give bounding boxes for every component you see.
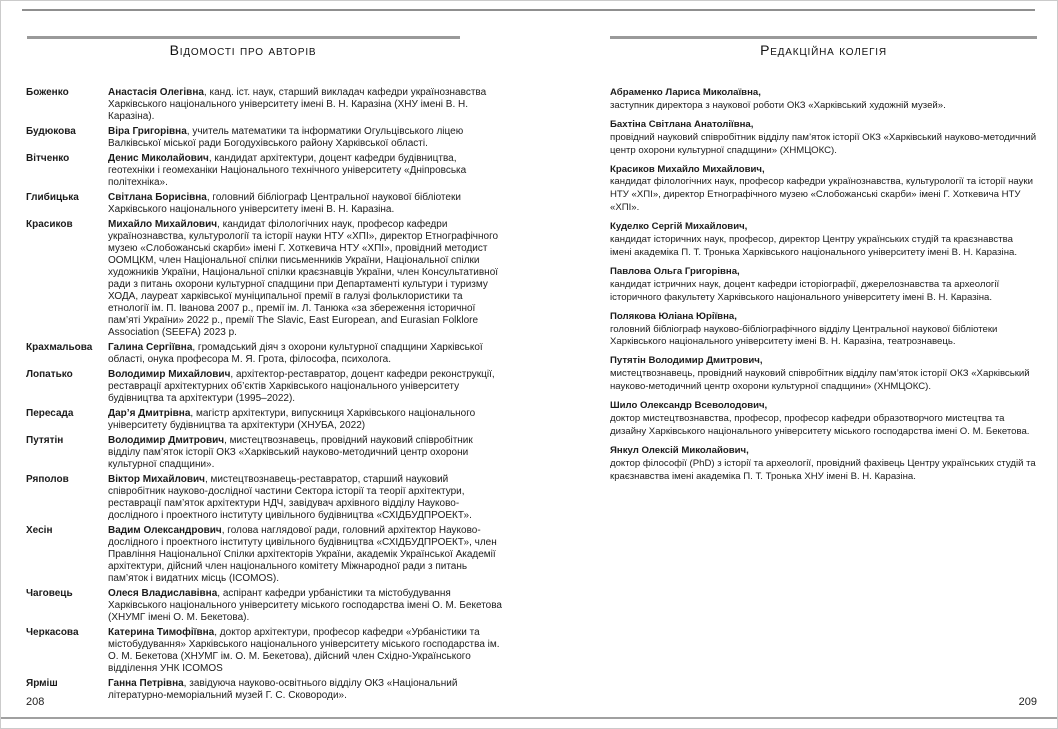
author-description xyxy=(108,678,506,702)
member-description: головний бібліограф науково-бібліографічного відділу Центральної наукової бібліотеки Харківського національного університету імені В. Н. Каразіна, театрознавець. xyxy=(610,323,998,348)
author-entry xyxy=(26,678,506,702)
member-name: Красиков Михайло Михайлович, xyxy=(610,163,765,175)
author-details: , мистецтвознавець, провідний науковий співробітник відділу пам’яток історії ОКЗ «Харківський науково-методичний центр охорони культурної спадщини». xyxy=(108,435,473,470)
editorial-page-title: Редакційна колегія xyxy=(760,42,887,58)
author-given-name: Віра Григорівна xyxy=(108,126,187,137)
page-number-left: 208 xyxy=(26,696,45,708)
author-entry xyxy=(26,588,506,624)
author-given-name: Світлана Борисівна xyxy=(108,192,207,203)
member-description: кандидат істричних наук, доцент кафедри історіографії, джерелознавства та археології історичного факультету Харківського національного університету імені В. Н. Каразіна. xyxy=(610,278,1000,303)
author-surname: Чаговець xyxy=(26,588,73,599)
author-description xyxy=(108,219,506,339)
author-description xyxy=(108,408,506,432)
member-description: провідний науковий співробітник відділу пам’яток історії ОКЗ «Харківський науково-методичний центр охорони культурної спадщини» (ХНМЦОКС). xyxy=(610,131,1037,156)
editorial-member xyxy=(610,355,1037,394)
author-description xyxy=(108,474,506,522)
author-details: , учитель математики та інформатики Огульцівського ліцею Валківської міської ради Богодухівського району Харківської області. xyxy=(108,126,464,149)
author-given-name: Ганна Петрівна xyxy=(108,678,184,689)
member-name: Янкул Олексій Миколайович, xyxy=(610,444,749,456)
author-description xyxy=(108,192,506,216)
author-details: , канд. іст. наук, старший викладач кафедри українознавства Харківського національного університету імені В. Н. Каразіна (ХНУ імені В. Н. Каразіна). xyxy=(108,87,487,122)
author-description xyxy=(108,627,506,675)
page-editorial-board xyxy=(605,1,1037,729)
editorial-member xyxy=(610,87,1037,113)
member-name: Бахтіна Світлана Анатоліївна, xyxy=(610,118,754,130)
author-entry xyxy=(26,87,506,123)
editorial-member xyxy=(610,311,1037,350)
header-rule-left xyxy=(27,36,460,39)
author-details: , доктор архітектури, професор кафедри «Урбаністики та містобудування» Харківського національного університету міського господарства ім. О. М. Бекетова (ХНУМГ ім. О. М. Бекетова), дійсний член Східно-Українського відділення УНК ICOMOS xyxy=(108,627,500,674)
author-entry xyxy=(26,525,506,585)
author-surname: Вітченко xyxy=(26,153,70,164)
author-description xyxy=(108,435,506,471)
authors-page-title: Відомості про авторів xyxy=(169,42,317,58)
author-description xyxy=(108,588,506,624)
member-name: Путятін Володимир Дмитрович, xyxy=(610,355,763,367)
author-surname: Хесін xyxy=(26,525,53,536)
author-given-name: Анастасія Олегівна xyxy=(108,87,204,98)
author-entry xyxy=(26,474,506,522)
author-description xyxy=(108,87,506,123)
author-given-name: Вадим Олександрович xyxy=(108,525,222,536)
editorial-member xyxy=(610,119,1037,158)
author-surname: Крахмальова xyxy=(26,342,93,353)
author-details: , завідуюча науково-освітнього відділу ОКЗ «Національний літературно-меморіальний музей Г. С. Сковороди». xyxy=(108,678,458,701)
member-name: Абраменко Лариса Миколаївна, xyxy=(610,87,761,98)
author-entry xyxy=(26,435,506,471)
author-description xyxy=(108,369,506,405)
member-name: Полякова Юліана Юріївна, xyxy=(610,310,737,322)
author-entry xyxy=(26,153,506,189)
author-entry xyxy=(26,126,506,150)
author-entry xyxy=(26,408,506,432)
author-details: , громадський діяч з охорони культурної спадщини Харківської області, онука професора М. Я. Грота, філософа, психолога. xyxy=(108,342,483,365)
author-details: , головний бібліограф Центральної наукової бібліотеки Харківського національного університету імені В. Н. Каразіна. xyxy=(108,192,461,215)
page-number-right: 209 xyxy=(1018,696,1037,708)
author-details: , магістр архітектури, випускниця Харківського національного університету будівництва та архітектури (ХНУБА, 2022) xyxy=(108,408,476,431)
author-given-name: Михайло Михайлович xyxy=(108,219,218,230)
author-surname: Красиков xyxy=(26,219,73,230)
editorial-members-list xyxy=(610,87,1037,489)
author-entry xyxy=(26,192,506,216)
member-description: мистецтвознавець, провідний науковий співробітник відділу пам’яток історії ОКЗ «Харківський науково-методичний центр охорони культурної спадщини» (ХНМЦОКС). xyxy=(610,368,1030,393)
author-surname: Черкасова xyxy=(26,627,79,638)
author-surname: Ряполов xyxy=(26,474,69,485)
editorial-member xyxy=(610,266,1037,305)
member-description: доктор мистецтвознавства, професор, професор кафедри образотворчого мистецтва та дизайну Харківського національного університету міського господарства імені О. М. Бекетова. xyxy=(610,412,1030,437)
author-description xyxy=(108,342,506,366)
editorial-member xyxy=(610,445,1037,484)
author-given-name: Володимир Михайлович xyxy=(108,369,231,380)
author-details: , мистецтвознавець-реставратор, старший науковий співробітник науково-дослідної частини Сектора історії та теорії архітектури, реставрації пам’яток архітектури НДЧ, завідувач архівного відділу Науково-дослідного і проектного інституту цивільного будівництва «СХІДБУДПРОЕКТ». xyxy=(108,474,472,521)
author-surname: Глибицька xyxy=(26,192,79,203)
page-authors xyxy=(26,1,506,729)
member-description: кандидат філологічних наук, професор кафедри українознавства, культурології та історії науки НТУ «ХПІ», директор Етнографічного музею «Слобожанські скарби» імені Г. Хоткевича НТУ «ХПІ». xyxy=(610,176,1033,214)
author-surname: Будюкова xyxy=(26,126,76,137)
author-given-name: Олеся Владиславівна xyxy=(108,588,218,599)
author-entry xyxy=(26,342,506,366)
author-description xyxy=(108,153,506,189)
member-description: заступник директора з наукової роботи ОКЗ «Харківський художній музей». xyxy=(610,99,946,111)
author-details: , кандидат філологічних наук, професор кафедри українознавства, культурології та історії науки НТУ «ХПІ», директор Етнографічного музею «Слобожанські скарби» імені Г. Хоткевича НТУ «ХПІ», провідний методист ООМЦКМ, член Національної спілки письменників України, Національної спілки художників України, Національної спілки краєзнавців України, член Консультативної ради з питань охорони культурної спадщини при Департаменті культури і туризму ХОДА, лауреат харківської муніципальної премії в галузі фольклористики та етнології ім. П. Іванова 2007 р., премії ім. Л. Танюка «за збереження історичної пам’яті України» 2022 р., премії The Slavic, East European, and Eurasian Folklore Association (SEEFA) 2023 р. xyxy=(108,219,499,338)
author-details: , архітектор-реставратор, доцент кафедри реконструкції, реставрації архітектурних об’єктів Харківського національного університету будівництва та архітектури (1995–2022). xyxy=(108,369,495,404)
member-name: Павлова Ольга Григорівна, xyxy=(610,265,740,277)
member-name: Шило Олександр Всеволодович, xyxy=(610,400,768,412)
author-details: , аспірант кафедри урбаністики та містобудування Харківського національного університету міського господарства імені О. М. Бекетова (ХНУМГ імені О. М. Бекетова). xyxy=(108,588,502,623)
author-surname: Боженко xyxy=(26,87,69,98)
author-given-name: Віктор Михайлович xyxy=(108,474,205,485)
authors-list xyxy=(26,87,506,705)
author-given-name: Дар’я Дмитрівна xyxy=(108,408,191,419)
editorial-member xyxy=(610,164,1037,216)
author-description xyxy=(108,525,506,585)
author-entry xyxy=(26,369,506,405)
author-surname: Путятін xyxy=(26,435,64,446)
editorial-member xyxy=(610,221,1037,260)
author-details: , голова наглядової ради, головний архітектор Науково-дослідного і проектного інституту цивільного будівництва «СХІДБУДПРОЕКТ», член Правління Національної Спілки архітекторів України, академік Української Академії архітектури, дійсний член національного комітету Міжнародної ради з питань пам’яток і видатних місць (ICOMOS). xyxy=(108,525,497,584)
header-rule-right xyxy=(610,36,1037,39)
member-name: Куделко Сергій Михайлович, xyxy=(610,221,748,233)
author-details: , кандидат архітектури, доцент кафедри будівництва, геотехніки і геомеханіки Національного технічного університету «Дніпровська політехніка». xyxy=(108,153,467,188)
editorial-member xyxy=(610,400,1037,439)
author-given-name: Катерина Тимофіївна xyxy=(108,627,215,638)
author-given-name: Галина Сергіївна xyxy=(108,342,193,353)
author-surname: Лопатько xyxy=(26,369,73,380)
author-given-name: Денис Миколайович xyxy=(108,153,209,164)
author-entry xyxy=(26,219,506,339)
author-entry xyxy=(26,627,506,675)
member-description: кандидат історичних наук, професор, директор Центру українських студій та краєзнавства імені академіка П. Т. Тронька Харківського національного університету імені В. Н. Каразіна. xyxy=(610,234,1017,258)
member-description: доктор філософії (PhD) з історії та археології, провідний фахівець Центру українських студій та краєзнавства імені академіка П. Т. Тронька ХНУ імені В. Н. Каразіна. xyxy=(610,457,1036,482)
author-surname: Ярміш xyxy=(26,678,58,689)
author-description xyxy=(108,126,506,150)
author-surname: Пересада xyxy=(26,408,74,419)
author-given-name: Володимир Дмитрович xyxy=(108,435,225,446)
